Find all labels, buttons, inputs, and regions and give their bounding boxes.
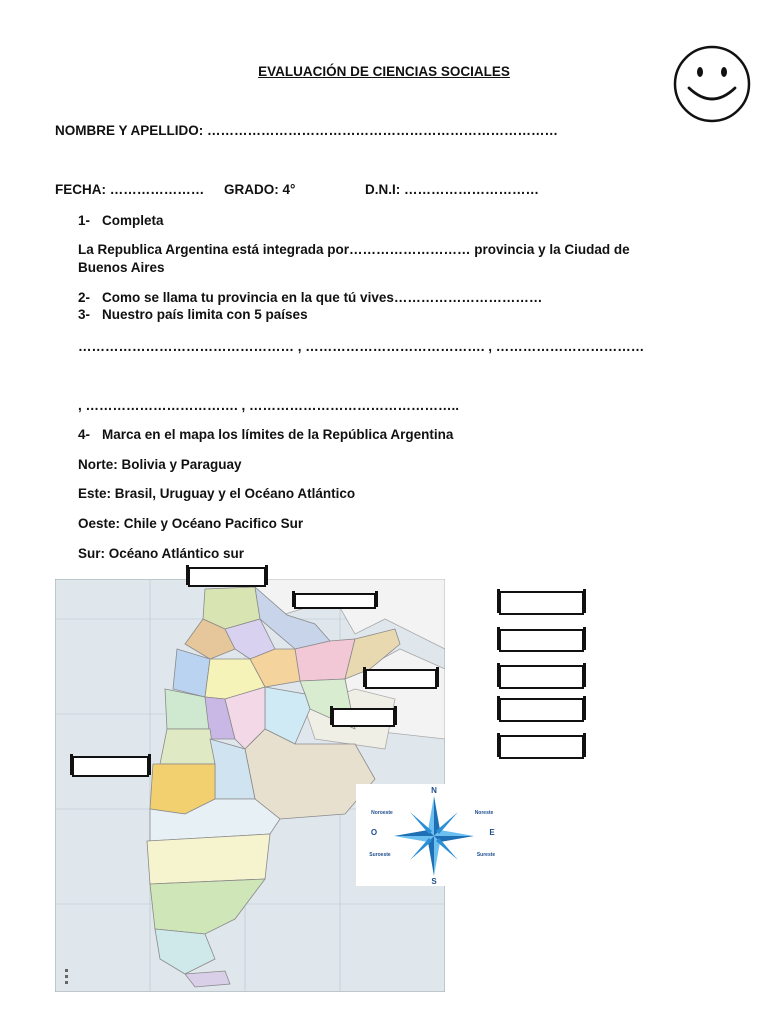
compass-e: E [489, 828, 495, 837]
limit-west: Oeste: Chile y Océano Pacifico Sur [78, 516, 304, 531]
side-answer-box-2[interactable] [499, 629, 584, 652]
dni-label: D.N.I: [365, 182, 401, 197]
compass-sureste: Sureste [476, 852, 496, 858]
limit-south: Sur: Océano Atlántico sur [78, 546, 245, 561]
answer-box-north[interactable] [188, 567, 266, 587]
question-3 [78, 306, 308, 324]
question-4-number: 4- [78, 427, 91, 442]
smiley-icon [672, 44, 752, 124]
answer-box-northeast[interactable] [294, 593, 376, 609]
compass-noroeste: Noroeste [371, 810, 393, 816]
compass-suroeste: Suroeste [369, 852, 391, 858]
countries-blank-line-1[interactable]: ………………………………………… , …………………………………. , …………………………… [78, 339, 645, 354]
date-line [55, 181, 204, 199]
question-2-number: 2- [78, 290, 91, 305]
question-3-text: Nuestro país limita con 5 países [102, 307, 308, 322]
name-line [55, 122, 558, 140]
compass-s: S [431, 877, 437, 886]
date-label: FECHA: [55, 182, 106, 197]
compass-noreste: Noreste [474, 810, 494, 816]
name-label: NOMBRE Y APELLIDO: [55, 123, 204, 138]
name-blank[interactable]: …………………………………………………………………… [207, 123, 559, 138]
question-2-text[interactable]: Como se llama tu provincia en la que tú vives…………………………… [102, 290, 543, 305]
question-4 [78, 426, 453, 444]
question-2 [78, 289, 542, 307]
side-answer-box-3[interactable] [499, 665, 584, 689]
side-answer-box-1[interactable] [499, 591, 584, 615]
answer-box-east-2[interactable] [332, 708, 395, 727]
dni-line [365, 181, 539, 199]
compass-o: O [370, 828, 378, 837]
question-3-number: 3- [78, 307, 91, 322]
date-blank[interactable]: ………………… [109, 182, 205, 197]
limit-north: Norte: Bolivia y Paraguay [78, 457, 242, 472]
limit-east: Este: Brasil, Uruguay y el Océano Atlántico [78, 486, 356, 501]
side-answer-box-4[interactable] [499, 698, 584, 722]
page-title: EVALUACIÓN DE CIENCIAS SOCIALES [258, 64, 510, 79]
answer-box-east-1[interactable] [365, 669, 437, 689]
dni-blank[interactable]: ………………………… [404, 182, 540, 197]
question-1-title [78, 212, 164, 230]
grade-line [224, 181, 295, 199]
countries-blank-line-2[interactable]: , ……………………………. , ……………………………………….. [78, 398, 460, 413]
question-1-number: 1- [78, 213, 91, 228]
compass-rose-icon [356, 784, 508, 886]
grade-label: GRADO: [224, 182, 279, 197]
question-1-text[interactable]: La Republica Argentina está integrada por……………………… provincia y la Ciudad de Buenos Aires [78, 242, 630, 275]
question-1-heading: Completa [102, 213, 164, 228]
grade-value: 4° [282, 182, 296, 197]
question-4-text: Marca en el mapa los límites de la República Argentina [102, 427, 454, 442]
answer-box-west[interactable] [72, 756, 149, 777]
side-answer-box-5[interactable] [499, 735, 584, 759]
compass-n: N [431, 786, 437, 795]
